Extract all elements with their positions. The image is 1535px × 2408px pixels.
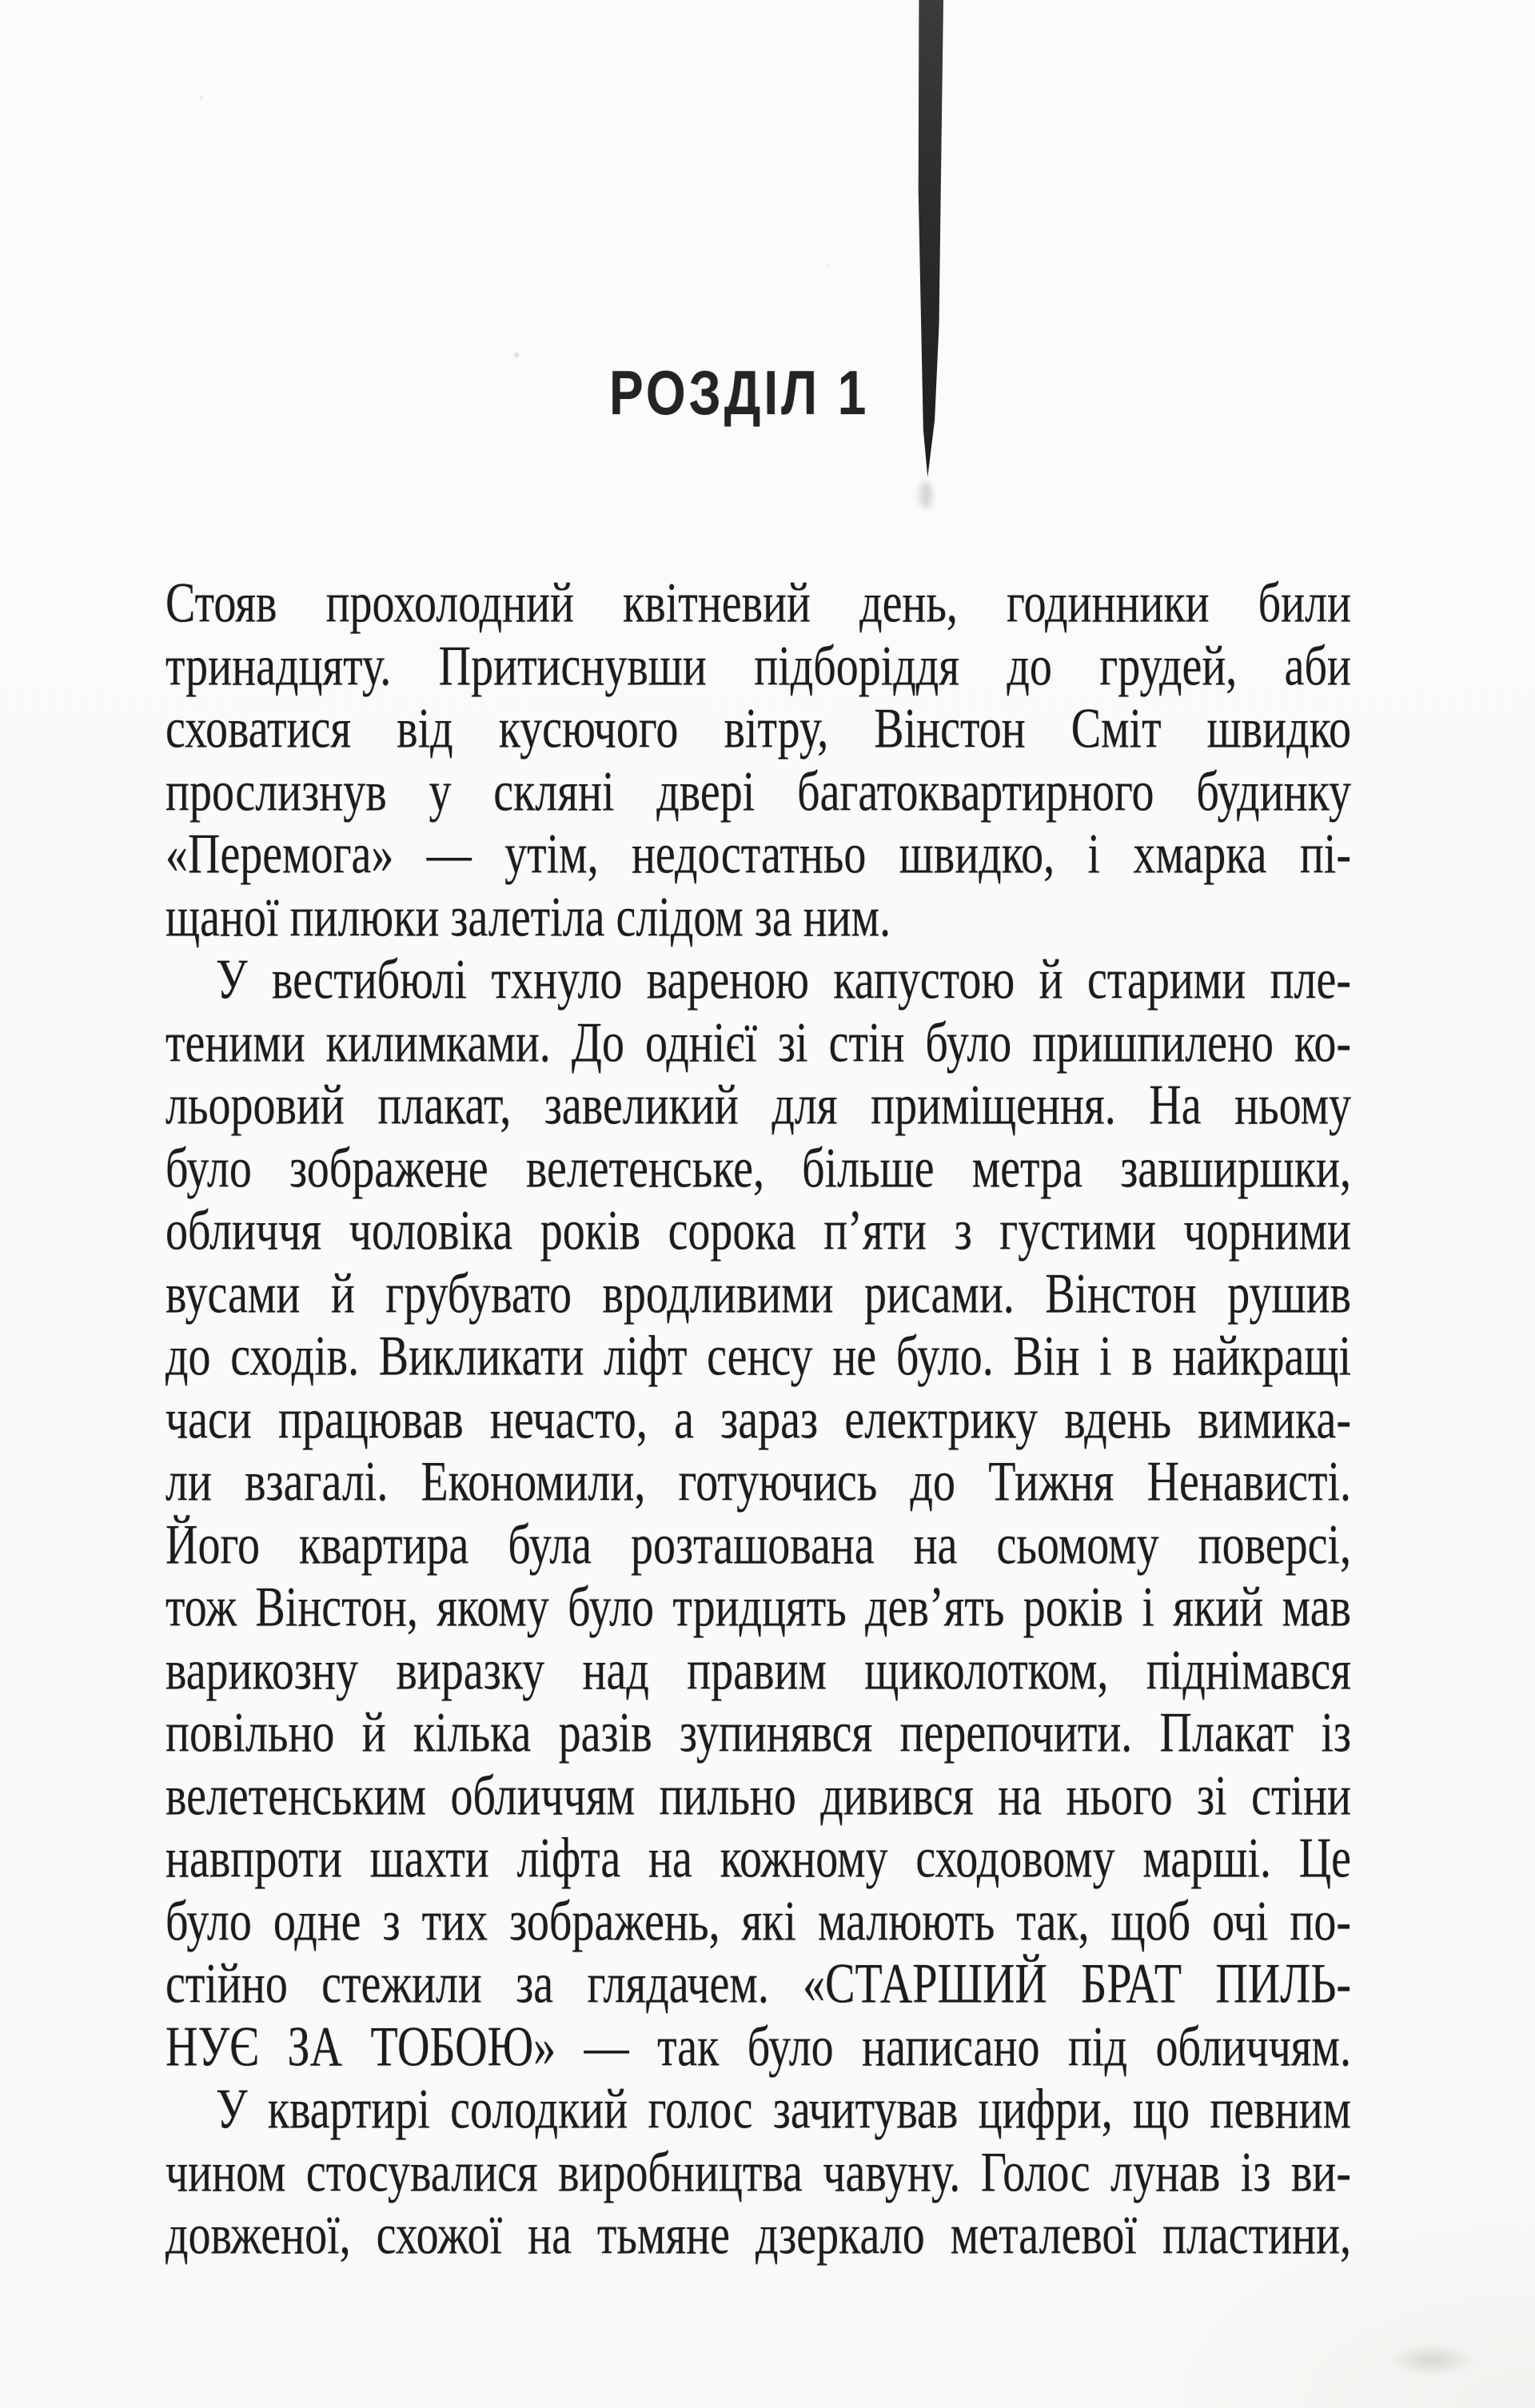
- text-line: довженої, схожої на тьмяне дзеркало металевої пластини,: [165, 2203, 1351, 2266]
- text-line: льоровий плакат, завеликий для приміщення. На ньому: [165, 1074, 1351, 1137]
- text-line: теними килимками. До однієї зі стін було пришпилено ко-: [165, 1011, 1351, 1074]
- text-line: було зображене велетенське, більше метра завширшки,: [165, 1137, 1351, 1200]
- text-line: стійно стежили за глядачем. «СТАРШИЙ БРАТ ПИЛЬ-: [165, 1952, 1351, 2015]
- text-line: Його квартира була розташована на сьомому поверсі,: [165, 1513, 1351, 1577]
- chapter-title: РОЗДІЛ 1: [609, 357, 870, 428]
- text-line: тож Вінстон, якому було тридцять дев’ять років і який мав: [165, 1576, 1351, 1639]
- scan-artifact-smudge: [919, 481, 932, 508]
- text-line: було одне з тих зображень, які малюють так, щоб очі по-: [165, 1890, 1351, 1953]
- text-line: вусами й грубувато вродливими рисами. Вінстон рушив: [165, 1262, 1351, 1326]
- text-line: тринадцяту. Притиснувши підборіддя до грудей, аби: [165, 635, 1351, 698]
- text-line: велетенським обличчям пильно дивився на нього зі стіни: [165, 1764, 1351, 1828]
- text-line: навпроти шахти ліфта на кожному сходовому марші. Це: [165, 1827, 1351, 1890]
- scan-artifact-line: [916, 0, 943, 477]
- text-line: до сходів. Викликати ліфт сенсу не було. Він і в найкращі: [165, 1325, 1351, 1388]
- text-line: Стояв прохолодний квітневий день, годинники били: [165, 572, 1351, 635]
- text-line: У квартирі солодкий голос зачитував цифри, що певним: [216, 2078, 1351, 2141]
- text-line: часи працював нечасто, а зараз електрику вдень вимика-: [165, 1388, 1351, 1451]
- text-line: ли взагалі. Економили, готуючись до Тижня Ненависті.: [165, 1450, 1351, 1513]
- body-text: [165, 572, 1351, 2267]
- text-line: У вестибюлі тхнуло вареною капустою й старими пле-: [216, 948, 1351, 1011]
- text-line: чином стосувалися виробництва чавуну. Голос лунав із ви-: [165, 2141, 1351, 2204]
- text-line: прослизнув у скляні двері багатоквартирного будинку: [165, 760, 1351, 823]
- text-line: щаної пилюки залетіла слідом за ним.: [165, 886, 891, 949]
- text-line: варикозну виразку над правим щиколотком, піднімався: [165, 1639, 1351, 1702]
- text-line: НУЄ ЗА ТОБОЮ» — так було написано під обличчям.: [165, 2015, 1351, 2079]
- text-line: повільно й кілька разів зупинявся перепочити. Плакат із: [165, 1701, 1351, 1764]
- text-line: «Перемога» — утім, недостатньо швидко, і хмарка пі-: [165, 823, 1351, 886]
- text-line: сховатися від кусючого вітру, Вінстон Сміт швидко: [165, 697, 1351, 760]
- text-line: обличчя чоловіка років сорока п’яти з густими чорними: [165, 1199, 1351, 1262]
